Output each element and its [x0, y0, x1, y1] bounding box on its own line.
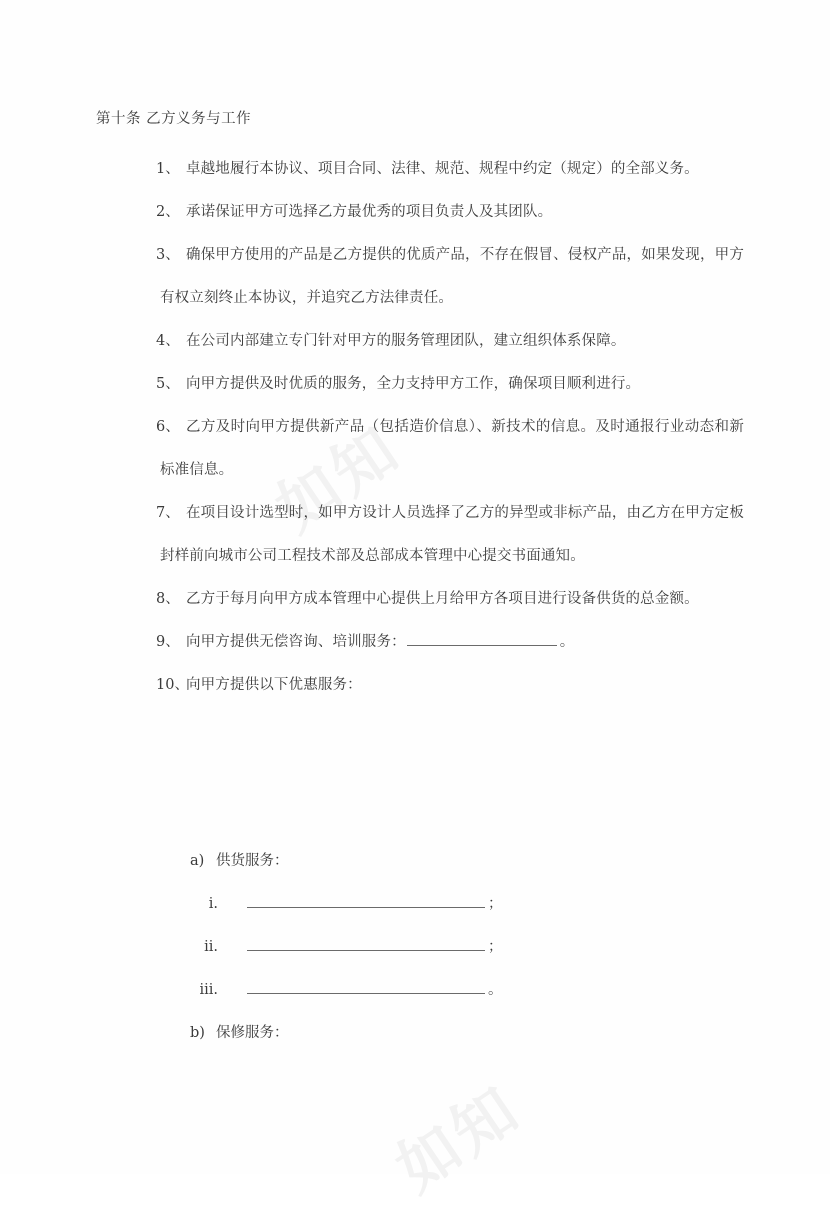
clause-item-8 [96, 578, 744, 621]
clause-marker: 7、 [156, 505, 180, 521]
sub-roman-marker: i. [208, 896, 218, 912]
clause-marker: 1、 [156, 161, 180, 177]
sub-roman-marker: iii. [199, 982, 218, 998]
fill-in-blank-supply-2[interactable] [247, 933, 485, 951]
sub-letter-marker: b) [190, 1025, 205, 1041]
fill-in-blank-supply-1[interactable] [247, 890, 485, 908]
watermark-upper: 如知 [263, 411, 414, 546]
fill-in-blank-consulting[interactable] [407, 628, 557, 646]
clause-text: 卓越地履行本协议、项目合同、法律、规范、规程中约定（规定）的全部义务。 [186, 161, 699, 177]
clause-marker: 2、 [156, 204, 180, 220]
sub-roman-trailing: ； [488, 896, 503, 912]
clause-text: 乙方及时向甲方提供新产品（包括造价信息）、新技术的信息。及时通报行业动态和新标准信息。 [160, 419, 744, 478]
clause-text: 确保甲方使用的产品是乙方提供的优质产品，不存在假冒、侵权产品，如果发现，甲方有权立刻终止本协议，并追究乙方法律责任。 [160, 247, 744, 306]
sub-roman-body [224, 969, 744, 1012]
clause-marker: 3、 [156, 247, 180, 263]
clause-text-after-blank: 。 [559, 634, 575, 650]
clause-item-2 [96, 191, 744, 234]
sub-letter-list-a [96, 840, 744, 883]
clause-text: 承诺保证甲方可选择乙方最优秀的项目负责人及其团队。 [186, 204, 553, 220]
watermark-lower: 如知 [383, 1071, 534, 1206]
sub-roman-item-i [96, 883, 744, 926]
clause-item-4 [96, 320, 744, 363]
clause-text: 乙方于每月向甲方成本管理中心提供上月给甲方各项目进行设备供货的总金额。 [186, 591, 699, 607]
sub-letter-text: 供货服务： [216, 853, 289, 869]
clause-text: 向甲方提供及时优质的服务，全力支持甲方工作，确保项目顺利进行。 [186, 376, 641, 392]
sub-roman-list [96, 883, 744, 1012]
sub-letter-list-b [96, 1012, 744, 1055]
clause-item-1 [96, 148, 744, 191]
clause-item-5 [96, 363, 744, 406]
clause-item-3 [96, 234, 744, 320]
sub-roman-body [224, 883, 744, 926]
clause-text-before-blank: 向甲方提供无偿咨询、培训服务： [186, 634, 406, 650]
clause-marker: 6、 [156, 419, 180, 435]
clause-item-6 [96, 406, 744, 492]
clause-text: 在公司内部建立专门针对甲方的服务管理团队，建立组织体系保障。 [186, 333, 626, 349]
fill-in-blank-supply-3[interactable] [247, 976, 485, 994]
clause-item-7 [96, 492, 744, 578]
sub-roman-marker: ii. [204, 939, 218, 955]
clause-marker: 10、 [156, 677, 189, 693]
sub-letter-item-a [96, 840, 744, 883]
clause-marker: 9、 [156, 634, 180, 650]
sub-roman-trailing: 。 [488, 982, 503, 998]
sub-letter-item-b [96, 1012, 744, 1055]
sub-letter-marker: a) [190, 853, 205, 869]
sub-letter-text: 保修服务： [216, 1025, 289, 1041]
clause-marker: 8、 [156, 591, 180, 607]
clause-list [96, 148, 744, 707]
sub-roman-body [224, 926, 744, 969]
clause-text [160, 621, 744, 664]
section-heading: 第十条 乙方义务与工作 [96, 111, 252, 127]
clause-item-10 [96, 664, 744, 707]
sub-roman-item-ii [96, 926, 744, 969]
clause-marker: 5、 [156, 376, 180, 392]
clause-item-9 [96, 621, 744, 664]
sub-roman-item-iii [96, 969, 744, 1012]
clause-marker: 4、 [156, 333, 180, 349]
clause-text: 在项目设计选型时，如甲方设计人员选择了乙方的异型或非标产品，由乙方在甲方定板封样前向城市公司工程技术部及总部成本管理中心提交书面通知。 [160, 505, 744, 564]
clause-text: 向甲方提供以下优惠服务： [186, 677, 362, 693]
sub-roman-trailing: ； [488, 939, 503, 955]
